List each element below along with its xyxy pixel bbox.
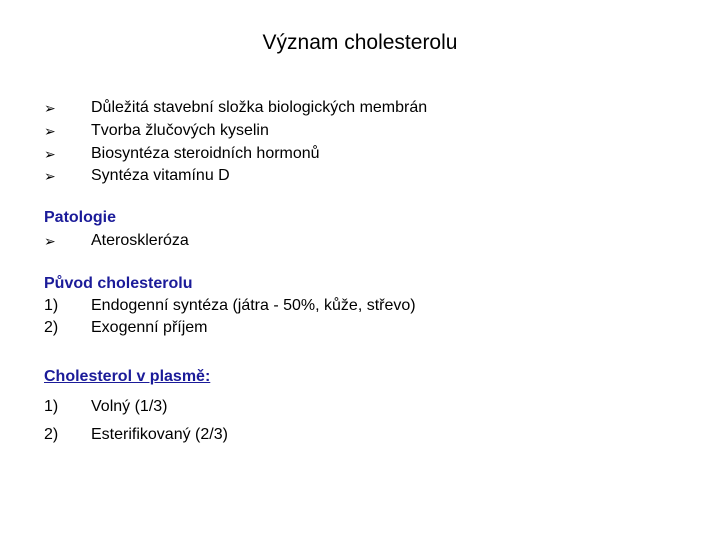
arrow-bullet-icon: ➢ <box>44 168 56 184</box>
plasma-heading: Cholesterol v plasmě: <box>44 368 211 385</box>
list-item-text: Volný (1/3) <box>91 398 168 415</box>
list-item-text: Endogenní syntéza (játra - 50%, kůže, střevo) <box>91 297 416 314</box>
list-item-text: Syntéza vitamínu D <box>91 167 230 184</box>
list-item-text: Esterifikovaný (2/3) <box>91 426 228 443</box>
list-item-text: Důležitá stavební složka biologických membrán <box>91 99 428 116</box>
list-item-text: Biosyntéza steroidních hormonů <box>91 145 320 162</box>
list-number: 1) <box>44 297 59 314</box>
list-item-text: Tvorba žlučových kyselin <box>91 122 269 139</box>
arrow-bullet-icon: ➢ <box>44 100 56 116</box>
arrow-bullet-icon: ➢ <box>44 146 56 162</box>
list-item-text: Exogenní příjem <box>91 319 208 336</box>
list-item-text: Ateroskleróza <box>91 232 189 249</box>
arrow-bullet-icon: ➢ <box>44 123 56 139</box>
slide-title: Význam cholesterolu <box>262 31 458 54</box>
list-number: 2) <box>44 319 59 336</box>
list-number: 1) <box>44 398 59 415</box>
pathology-heading: Patologie <box>44 209 117 226</box>
arrow-bullet-icon: ➢ <box>44 233 56 249</box>
origin-heading: Původ cholesterolu <box>44 275 193 292</box>
list-number: 2) <box>44 426 59 443</box>
